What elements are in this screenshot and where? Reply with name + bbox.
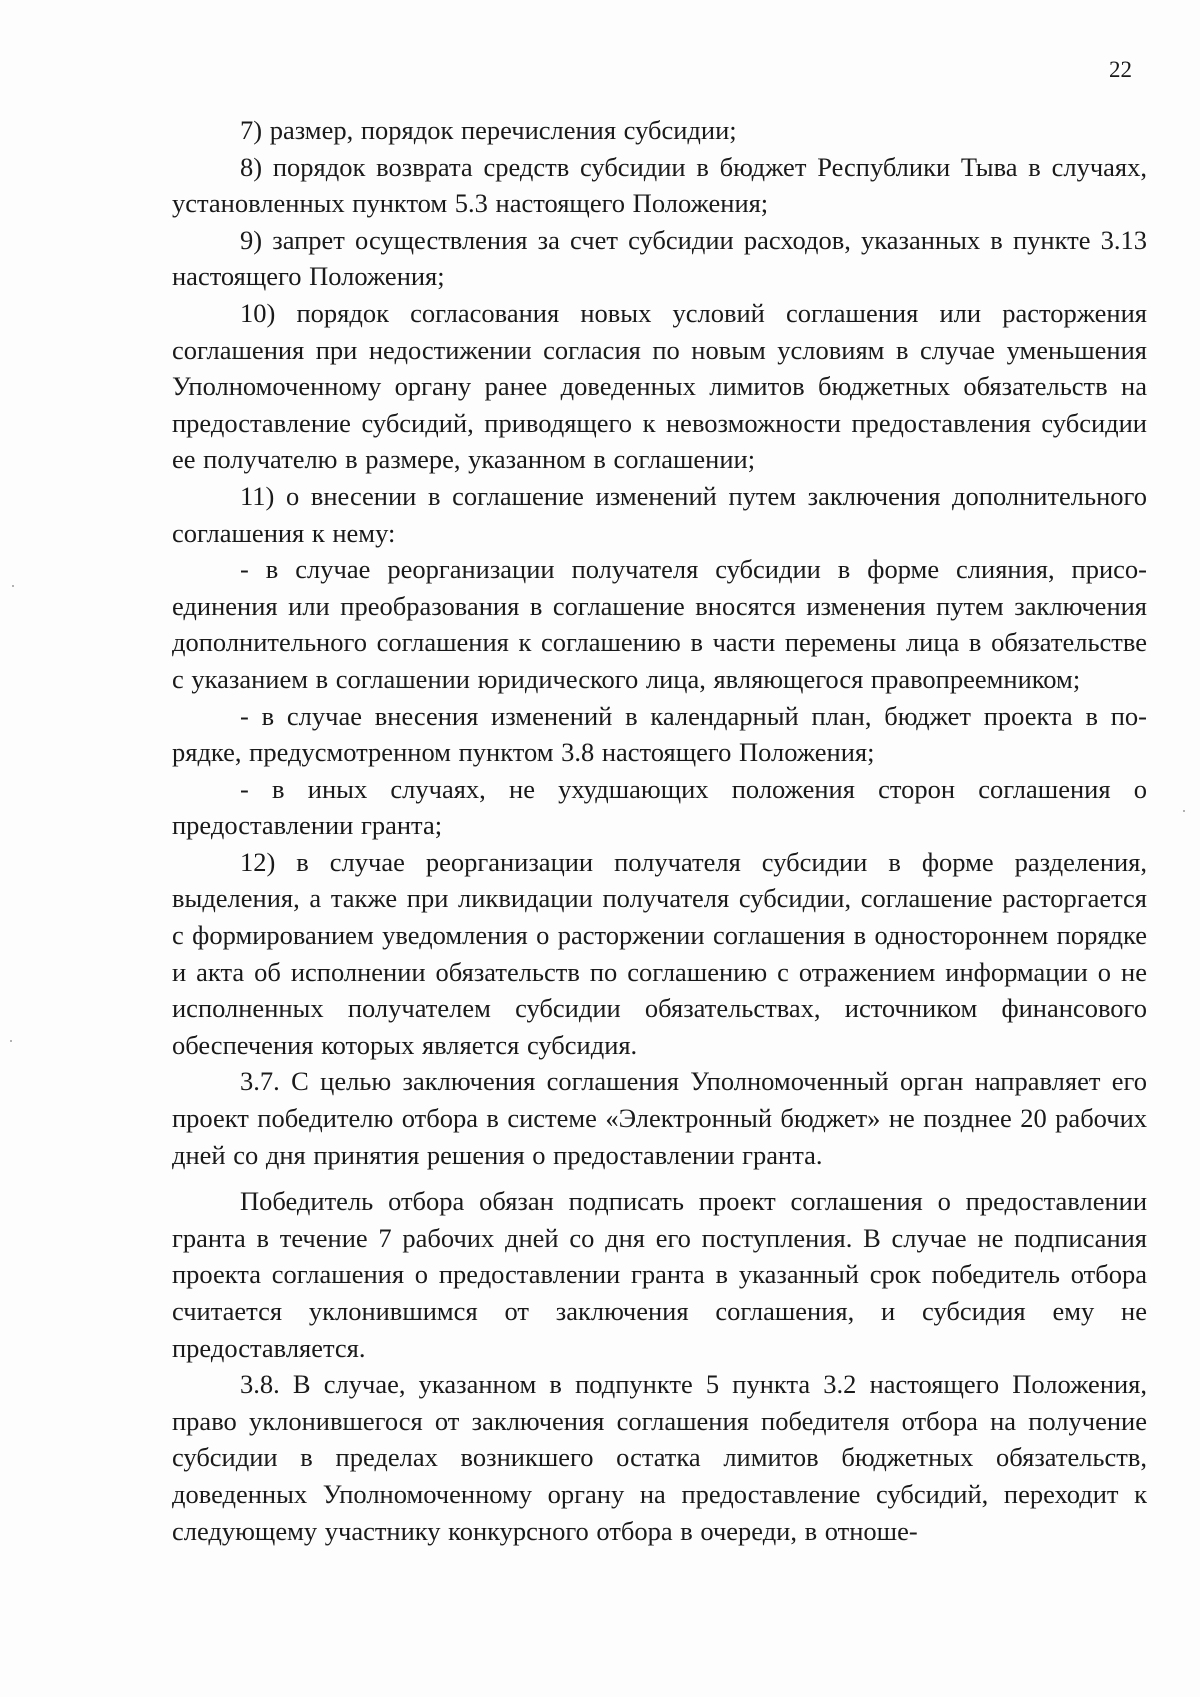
paragraph-item-8: 8) порядок возврата средств субсидии в бюджет Республики Тыва в случаях, установленных пунктом 5.3 настоящего Положения; <box>172 151 1147 219</box>
paragraph-bullet-calendar-plan: - в случае внесения изменений в календарный план, бюджет проекта в порядке, предусмотренном пунктом 3.8 настоящего Положения; <box>172 700 1147 768</box>
paragraph-bullet-reorganization: - в случае реорганизации получателя субсидии в форме слияния, присоединения или преобразования в соглашение вносятся изменения путем заключения дополнительного соглашения к соглашению в части перемены лица в обязательстве с указанием в соглашении юридического лица, являющегося правопреемником; <box>172 554 1147 694</box>
scan-speck <box>10 1040 12 1042</box>
paragraph-section-3-7: 3.7. С целью заключения соглашения Уполномоченный орган направляет его проект победителю отбора в системе «Электронный бюджет» не позднее 20 рабочих дней со дня принятия решения о предоставлении гранта. <box>172 1066 1147 1170</box>
paragraph-winner-obligation: Победитель отбора обязан подписать проект соглашения о предоставлении гранта в течение 7 рабочих дней со дня его поступления. В случае не подписания проекта соглашения о предоставлении гранта в указанный срок победитель отбора считается уклонившимся от заключения соглашения, и субсидия ему не предоставляется. <box>172 1186 1147 1363</box>
paragraph-item-12: 12) в случае реорганизации получателя субсидии в форме разделения, выделения, а также при ликвидации получателя субсидии, соглашение расторгается с формированием уведомления о расторжении соглашения в одностороннем порядке и акта об исполнении обязательств по соглашению с отражением информации о не исполненных получателем субсидии обязательствах, источником финансового обеспечения которых является субсидия. <box>172 846 1147 1060</box>
page-number: 22 <box>1109 57 1132 82</box>
paragraph-item-11: 11) о внесении в соглашение изменений путем заключения дополнительного соглашения к нему: <box>172 480 1147 548</box>
paragraph-item-9: 9) запрет осуществления за счет субсидии расходов, указанных в пункте 3.13 настоящего Положения; <box>172 224 1147 292</box>
scan-speck <box>12 585 14 587</box>
paragraph-bullet-other-cases: - в иных случаях, не ухудшающих положения сторон соглашения о предоставлении гранта; <box>172 773 1147 841</box>
scan-speck <box>1183 810 1185 812</box>
paragraph-item-10: 10) порядок согласования новых условий соглашения или расторжения соглашения при недостижении согласия по новым условиям в случае уменьшения Уполномоченному органу ранее доведенных лимитов бюджетных обязательств на предоставление субсидий, приводящего к невозможности предоставления субсидии ее получателю в размере, указанном в соглашении; <box>172 297 1147 475</box>
paragraph-item-7: 7) размер, порядок перечисления субсидии; <box>240 115 737 145</box>
paragraph-section-3-8: 3.8. В случае, указанном в подпункте 5 пункта 3.2 настоящего Положения, право уклонившегося от заключения соглашения победителя отбора на получение субсидии в пределах возникшего остатка лимитов бюджетных обязательств, доведенных Уполномоченному органу на предоставление субсидий, переходит к следующему участнику конкурсного отбора в очереди, в отноше- <box>172 1369 1147 1546</box>
document-body <box>172 112 1147 1549</box>
